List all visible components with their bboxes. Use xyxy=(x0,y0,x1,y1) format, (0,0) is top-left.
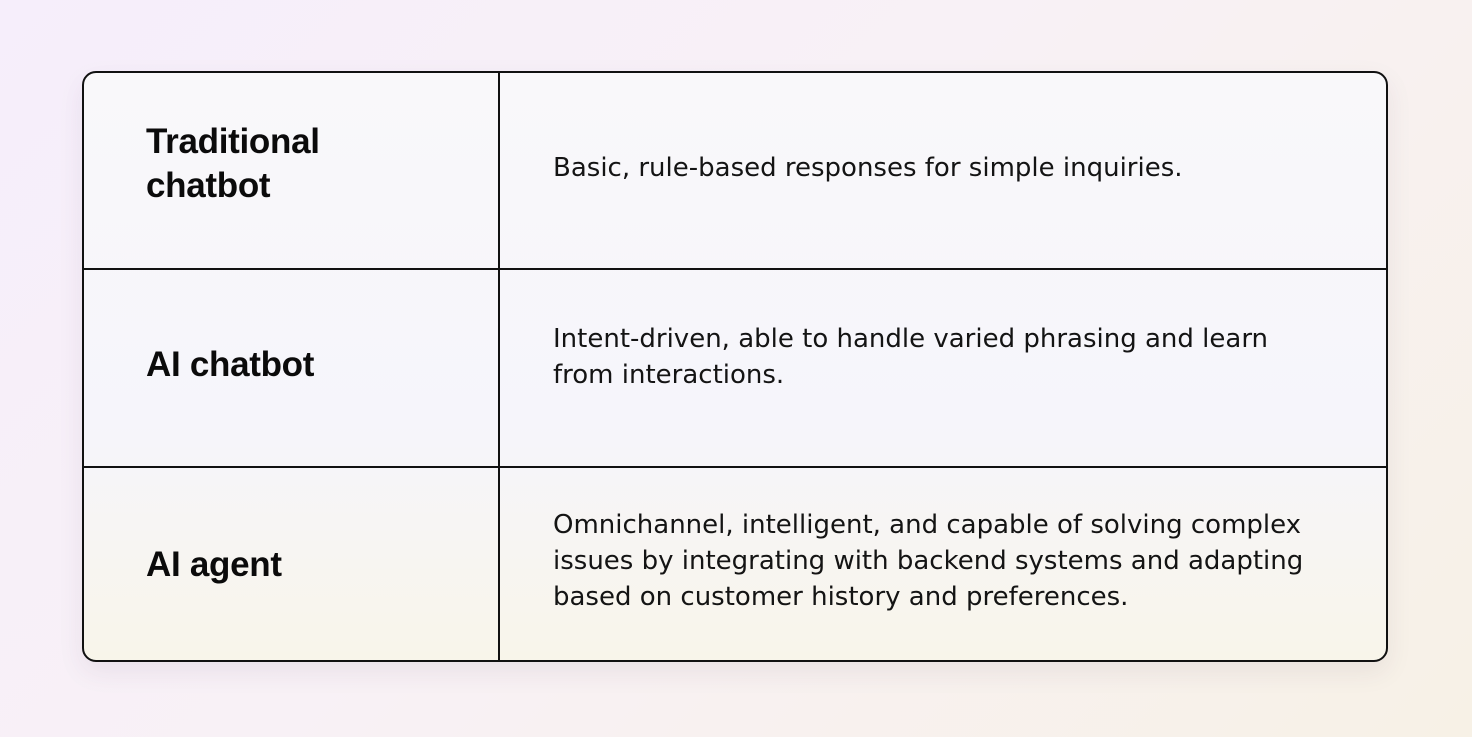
row-label-cell xyxy=(84,270,500,466)
row-label-ai-agent: AI agent xyxy=(146,545,282,584)
comparison-table xyxy=(82,71,1388,662)
row-label-ai-chatbot: AI chatbot xyxy=(146,345,315,384)
row-description-cell xyxy=(500,73,1386,268)
row-description-cell xyxy=(500,468,1386,662)
table-row xyxy=(84,268,1386,466)
row-label-traditional-chatbot: Traditional chatbot xyxy=(146,121,320,205)
row-description-ai-agent: Omnichannel, intelligent, and capable of solving complex issues by integrating with backend systems and adapting based on customer history and preferences. xyxy=(553,510,1304,612)
row-label-cell xyxy=(84,468,500,662)
row-label-cell xyxy=(84,73,500,268)
row-description-ai-chatbot: Intent-driven, able to handle varied phrasing and learn from interactions. xyxy=(553,324,1269,390)
table-row xyxy=(84,466,1386,662)
table-row xyxy=(84,73,1386,268)
row-description-traditional-chatbot: Basic, rule-based responses for simple inquiries. xyxy=(553,152,1183,183)
row-description-cell xyxy=(500,270,1386,466)
